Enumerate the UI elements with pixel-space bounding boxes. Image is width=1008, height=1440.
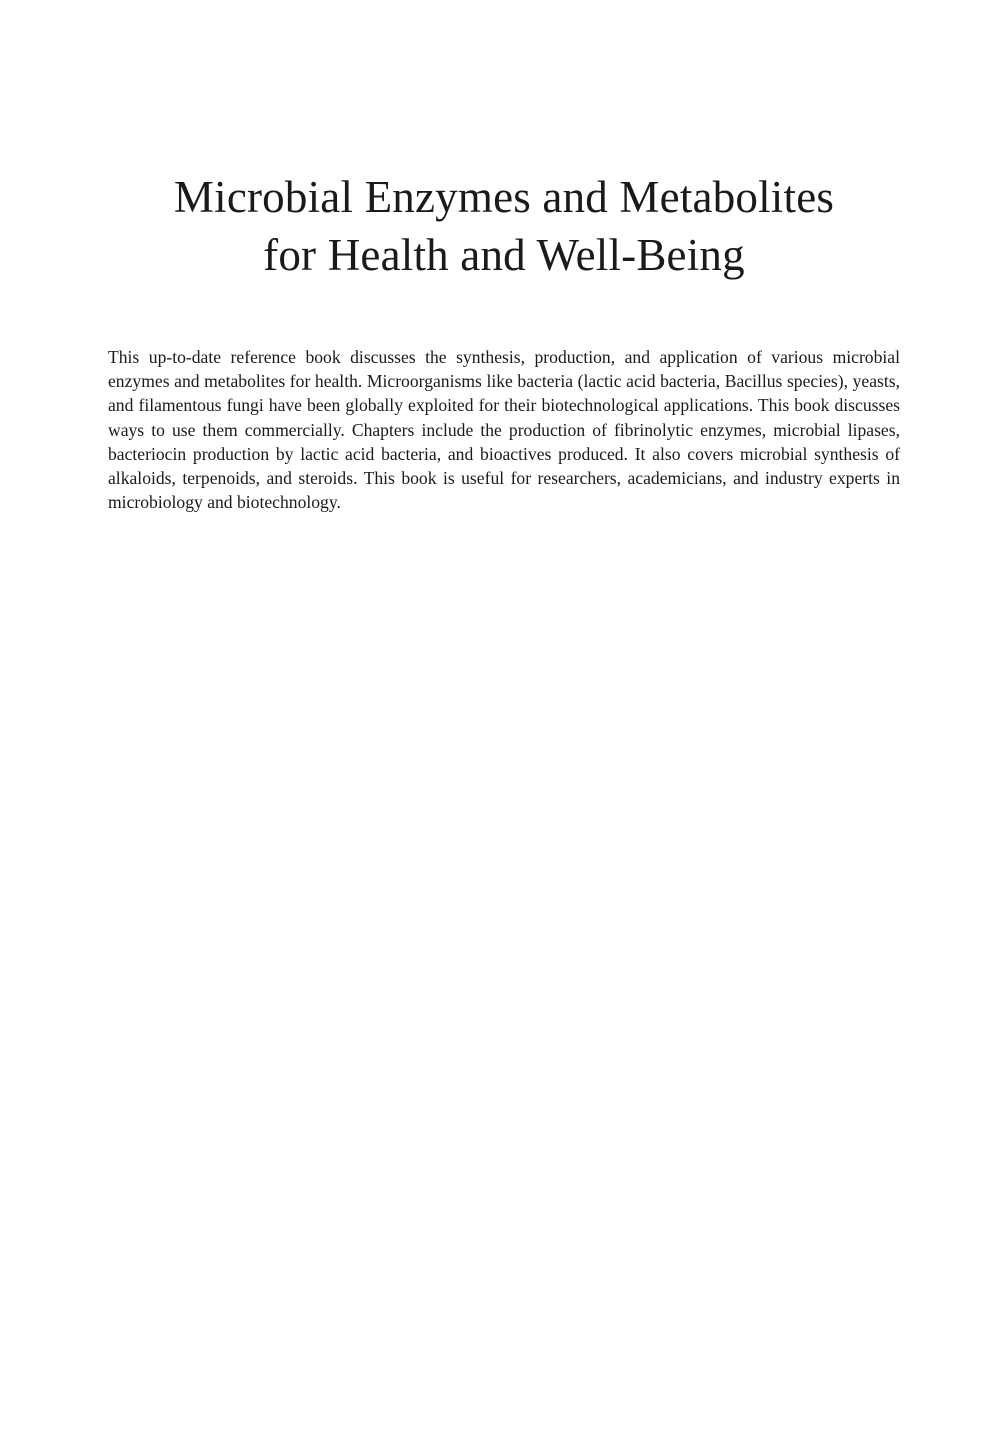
book-title-line-1: Microbial Enzymes and Metabolites	[173, 172, 835, 222]
book-title	[108, 168, 900, 284]
book-title-line-2: for Health and Well-Being	[263, 230, 745, 280]
book-description: This up-to-date reference book discusses the synthesis, production, and application of various microbial enzymes and metabolites for health. Microorganisms like bacteria (lactic acid bacteria, Bacillus species), yeasts, and filamentous fungi have been globally exploited for their biotechnological applications. This book discusses ways to use them commercially. Chapters include the production of fibrinolytic enzymes, microbial lipases, bacteriocin production by lactic acid bacteria, and bioactives produced. It also covers microbial synthesis of alkaloids, terpenoids, and steroids. This book is useful for researchers, academicians, and industry experts in microbiology and biotechnology.	[108, 347, 900, 513]
